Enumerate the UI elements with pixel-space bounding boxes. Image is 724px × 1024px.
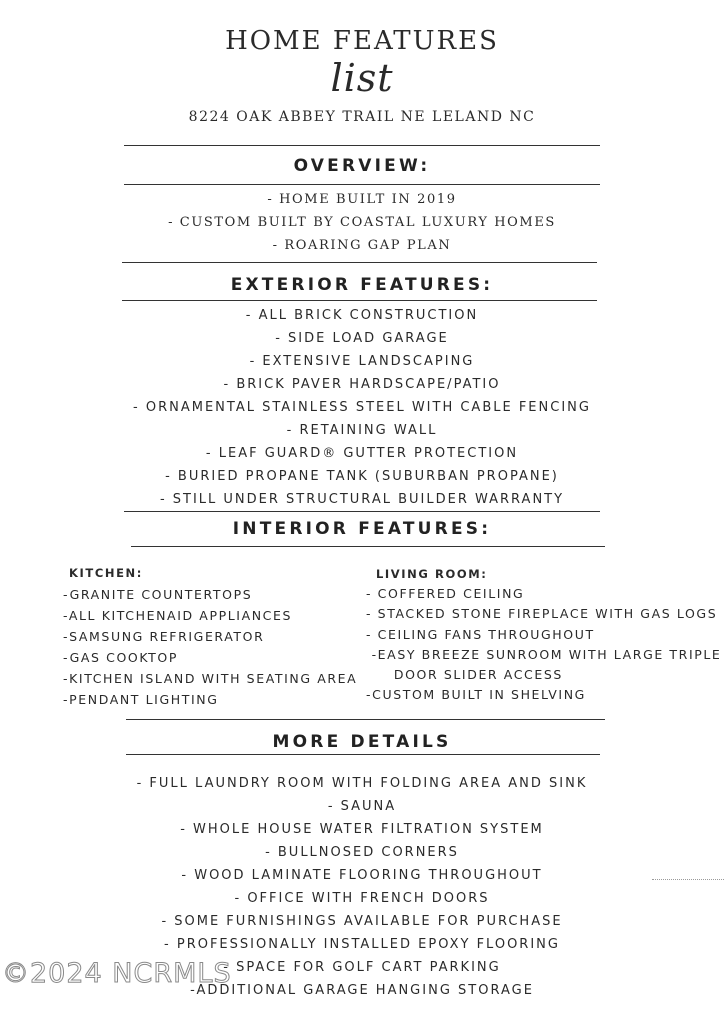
divider-line [122,262,597,263]
divider-line [122,300,597,301]
list-item: - ROARING GAP PLAN [272,238,452,253]
list-item: -PENDANT LIGHTING [63,692,219,707]
list-item: - CUSTOM BUILT BY COASTAL LUXURY HOMES [168,215,556,230]
list-item: - WHOLE HOUSE WATER FILTRATION SYSTEM [180,822,544,837]
list-item: - HOME BUILT IN 2019 [267,192,457,207]
list-item: - SIDE LOAD GARAGE [275,331,449,346]
list-item: -CUSTOM BUILT IN SHELVING [366,687,586,703]
list-item: - ALL BRICK CONSTRUCTION [245,308,479,323]
list-item: - WOOD LAMINATE FLOORING THROUGHOUT [181,868,543,883]
list-item: - BURIED PROPANE TANK (SUBURBAN PROPANE) [165,469,559,484]
divider-line [124,184,600,185]
list-item: - EXTENSIVE LANDSCAPING [249,354,475,369]
list-item: - STACKED STONE FIREPLACE WITH GAS LOGS [366,606,718,622]
kitchen-column [63,563,357,710]
list-item: -SAMSUNG REFRIGERATOR [63,629,265,644]
list-item: -ALL KITCHENAID APPLIANCES [63,608,293,623]
list-item: - BULLNOSED CORNERS [265,845,459,860]
list-item: - BRICK PAVER HARDSCAPE/PATIO [223,377,501,392]
divider-line [126,754,600,755]
overview-heading: OVERVIEW: [293,156,431,176]
list-item: - SOME FURNISHINGS AVAILABLE FOR PURCHASE [161,914,563,929]
list-item: -EASY BREEZE SUNROOM WITH LARGE TRIPLE [366,646,722,662]
divider-line [124,145,600,146]
divider-line [124,511,600,512]
list-item: -KITCHEN ISLAND WITH SEATING AREA [63,671,358,686]
divider-line [126,719,605,720]
property-address: 8224 OAK ABBEY TRAIL NE LELAND NC [188,109,536,125]
list-item: - SPACE FOR GOLF CART PARKING [223,960,501,975]
list-item: - RETAINING WALL [286,423,438,438]
list-item: -ADDITIONAL GARAGE HANGING STORAGE [190,983,534,998]
list-item: DOOR SLIDER ACCESS [366,667,563,683]
kitchen-heading: KITCHEN: [69,566,143,580]
list-item: - LEAF GUARD® GUTTER PROTECTION [205,446,519,461]
interior-heading: INTERIOR FEATURES: [232,519,492,539]
overview-list [0,188,724,257]
list-item: -GAS COOKTOP [63,650,178,665]
list-item: - OFFICE WITH FRENCH DOORS [234,891,490,906]
list-item: - COFFERED CEILING [366,586,525,602]
exterior-heading: EXTERIOR FEATURES: [230,275,494,295]
list-item: - CEILING FANS THROUGHOUT [366,626,595,642]
more-details-heading: MORE DETAILS [272,732,452,752]
living-room-heading: LIVING ROOM: [376,567,488,581]
list-item: - PROFESSIONALLY INSTALLED EPOXY FLOORING [164,937,560,952]
living-room-column [366,564,721,705]
list-item: - FULL LAUNDRY ROOM WITH FOLDING AREA AND SINK [136,776,588,791]
list-item: - SAUNA [327,799,397,814]
script-subtitle: list [330,56,394,100]
list-item: - ORNAMENTAL STAINLESS STEEL WITH CABLE FENCING [133,400,591,415]
copyright-watermark: ©2024 NCRMLS [2,958,232,989]
exterior-list [0,304,724,511]
list-item: -GRANITE COUNTERTOPS [63,587,253,602]
divider-line [131,546,605,547]
list-item: - STILL UNDER STRUCTURAL BUILDER WARRANTY [159,492,565,507]
page-title: HOME FEATURES [225,26,499,56]
dotted-line [652,879,724,880]
